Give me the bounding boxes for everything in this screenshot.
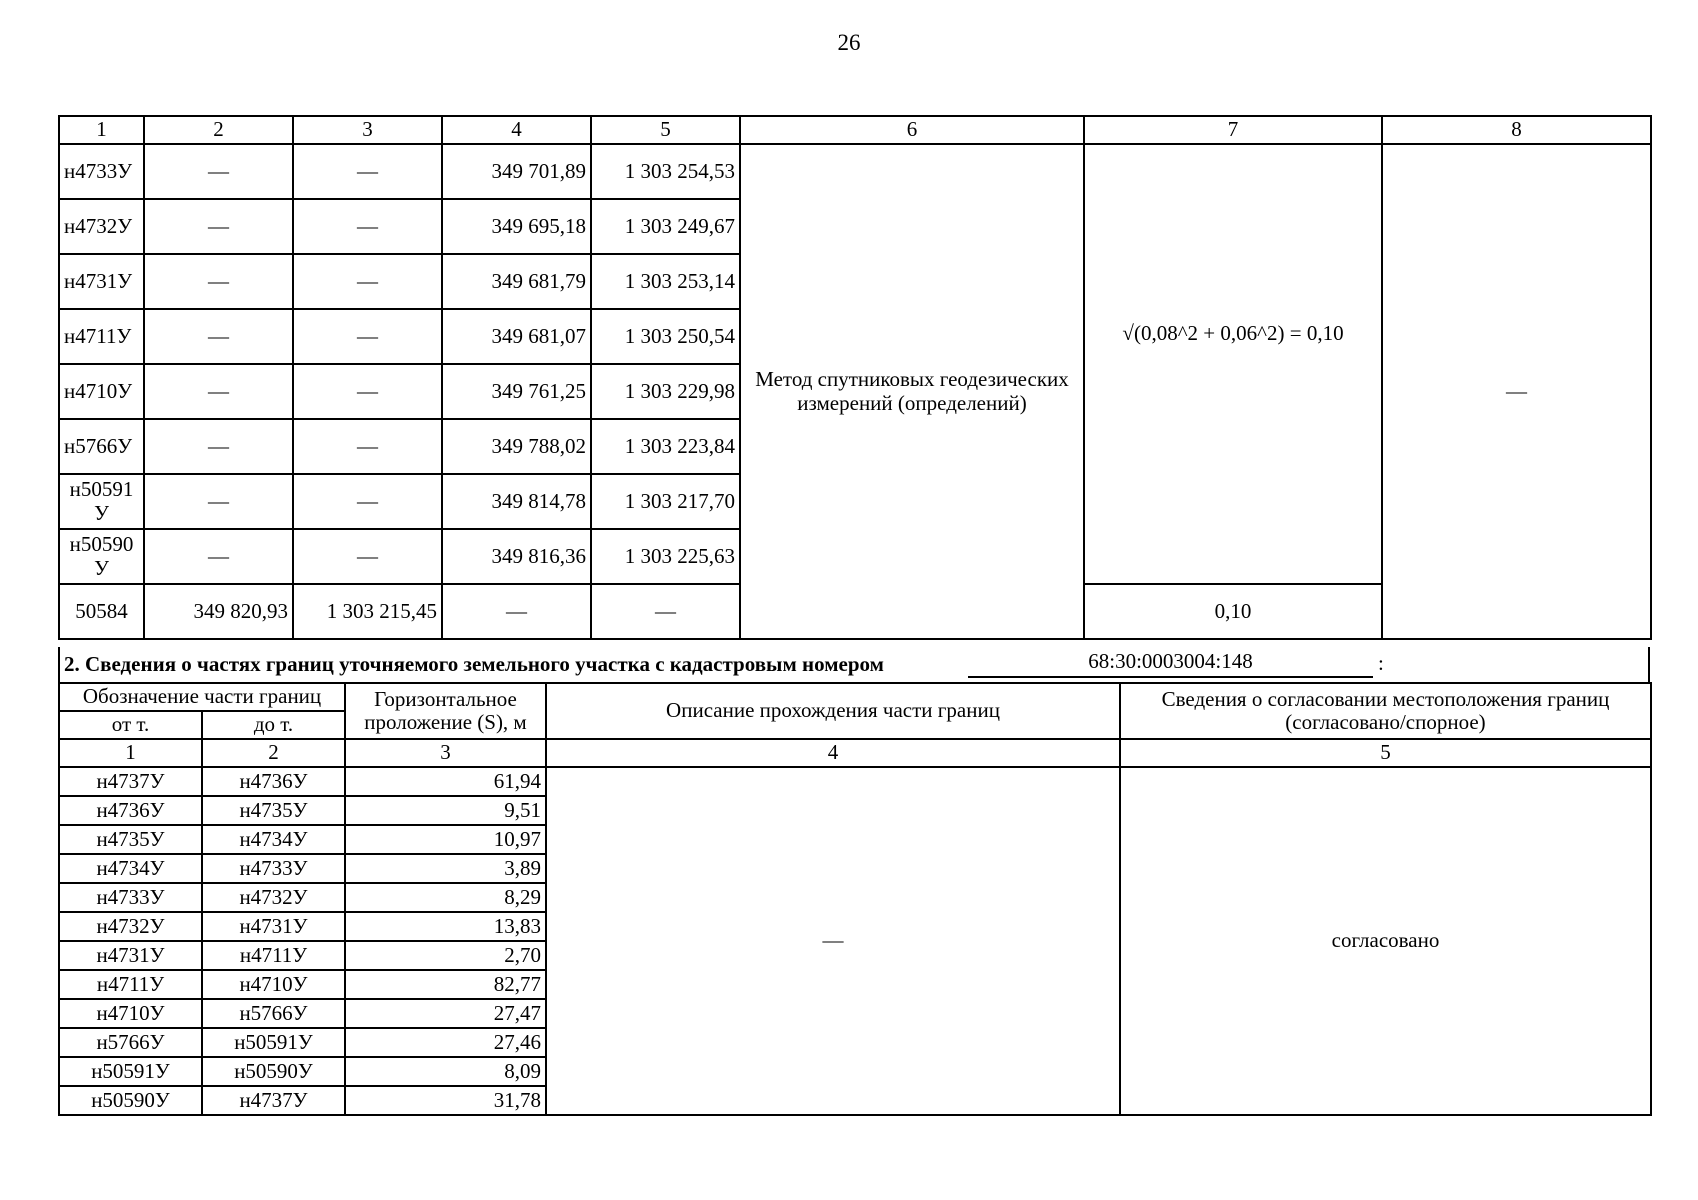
column-number: 3 [293, 116, 442, 144]
column-number: 4 [546, 739, 1120, 767]
coordinate-cell: 1 303 249,67 [591, 199, 740, 254]
point-id: н5766У [59, 419, 144, 474]
from-point: н4737У [59, 767, 202, 796]
description-cell: — [546, 767, 1120, 1115]
column-number: 1 [59, 739, 202, 767]
coordinate-cell: 349 814,78 [442, 474, 591, 529]
point-id: н4710У [59, 364, 144, 419]
coordinate-cell: — [293, 144, 442, 199]
to-point: н4733У [202, 854, 345, 883]
distance-value: 82,77 [345, 970, 546, 999]
coordinate-cell: — [293, 474, 442, 529]
from-point: н4734У [59, 854, 202, 883]
column-number: 4 [442, 116, 591, 144]
coordinate-cell: 1 303 254,53 [591, 144, 740, 199]
coordinate-cell: 1 303 225,63 [591, 529, 740, 584]
column-number: 6 [740, 116, 1084, 144]
page-number: 26 [837, 30, 861, 55]
point-id: н4711У [59, 309, 144, 364]
distance-header: Горизонтальное проложение (S), м [345, 683, 546, 739]
point-id: н4733У [59, 144, 144, 199]
distance-value: 3,89 [345, 854, 546, 883]
section-2-heading [58, 647, 1650, 682]
from-point: н4735У [59, 825, 202, 854]
to-point: н4731У [202, 912, 345, 941]
to-point: н4737У [202, 1086, 345, 1115]
coordinate-cell: — [144, 309, 293, 364]
column-number: 2 [144, 116, 293, 144]
coordinate-cell: — [144, 144, 293, 199]
column-number: 1 [59, 116, 144, 144]
distance-value: 10,97 [345, 825, 546, 854]
from-point: н4731У [59, 941, 202, 970]
from-point: н50591У [59, 1057, 202, 1086]
to-point: н4734У [202, 825, 345, 854]
from-header: от т. [59, 711, 202, 739]
from-point: н4711У [59, 970, 202, 999]
distance-value: 61,94 [345, 767, 546, 796]
distance-value: 2,70 [345, 941, 546, 970]
boundary-numbers-row [59, 739, 1651, 767]
coordinate-cell: 349 695,18 [442, 199, 591, 254]
to-header: до т. [202, 711, 345, 739]
distance-value: 8,09 [345, 1057, 546, 1086]
cadastral-number: 68:30:0003004:148 [968, 649, 1373, 678]
point-id: н50591 У [59, 474, 144, 529]
column-number: 5 [591, 116, 740, 144]
to-point: н4711У [202, 941, 345, 970]
coordinate-cell: — [293, 364, 442, 419]
column-number: 7 [1084, 116, 1382, 144]
to-point: н4710У [202, 970, 345, 999]
coordinate-cell: 1 303 217,70 [591, 474, 740, 529]
coordinate-cell: 1 303 229,98 [591, 364, 740, 419]
section-2-colon: : [1378, 651, 1384, 675]
boundary-header-row [59, 683, 1651, 711]
boundary-row [59, 767, 1651, 796]
coordinate-cell: — [293, 419, 442, 474]
to-point: н4732У [202, 883, 345, 912]
coordinate-cell: — [293, 309, 442, 364]
coordinate-cell: 349 681,07 [442, 309, 591, 364]
coordinate-cell: 349 681,79 [442, 254, 591, 309]
coordinate-cell: 349 820,93 [144, 584, 293, 639]
coordinate-cell: — [293, 199, 442, 254]
distance-value: 9,51 [345, 796, 546, 825]
coordinate-cell: 349 816,36 [442, 529, 591, 584]
distance-value: 8,29 [345, 883, 546, 912]
coordinate-cell: 349 701,89 [442, 144, 591, 199]
coordinate-cell: — [144, 419, 293, 474]
distance-value: 27,46 [345, 1028, 546, 1057]
coordinate-cell: — [442, 584, 591, 639]
section-2-title: 2. Сведения о частях границ уточняемого земельного участка с кадастровым номером [64, 652, 884, 676]
column-number: 5 [1120, 739, 1651, 767]
coordinate-cell: 1 303 223,84 [591, 419, 740, 474]
designation-header: Обозначение части границ [59, 683, 345, 711]
to-point: н4735У [202, 796, 345, 825]
coordinate-cell: — [144, 364, 293, 419]
from-point: н5766У [59, 1028, 202, 1057]
point-id: н50590 У [59, 529, 144, 584]
coordinate-cell: — [293, 254, 442, 309]
coordinate-cell: — [144, 474, 293, 529]
coordinate-cell: — [144, 199, 293, 254]
coordinate-cell: — [591, 584, 740, 639]
column-number: 8 [1382, 116, 1651, 144]
coordinates-row [59, 144, 1651, 199]
to-point: н50590У [202, 1057, 345, 1086]
from-point: н4736У [59, 796, 202, 825]
from-point: н4732У [59, 912, 202, 941]
point-id: н4732У [59, 199, 144, 254]
accuracy-formula-cell: √(0,08^2 + 0,06^2) = 0,10 [1084, 144, 1382, 584]
point-id: н4731У [59, 254, 144, 309]
to-point: н5766У [202, 999, 345, 1028]
coordinate-cell: 1 303 215,45 [293, 584, 442, 639]
from-point: н4733У [59, 883, 202, 912]
boundary-parts-table [58, 682, 1652, 1116]
description-header: Описание прохождения части границ [546, 683, 1120, 739]
coordinate-cell: — [293, 529, 442, 584]
coordinate-cell: 1 303 253,14 [591, 254, 740, 309]
distance-value: 31,78 [345, 1086, 546, 1115]
coordinate-cell: 349 761,25 [442, 364, 591, 419]
coordinates-header-row [59, 116, 1651, 144]
distance-value: 13,83 [345, 912, 546, 941]
from-point: н50590У [59, 1086, 202, 1115]
agreement-header: Сведения о согласовании местоположения границ (согласовано/спорное) [1120, 683, 1651, 739]
column-number: 2 [202, 739, 345, 767]
distance-value: 27,47 [345, 999, 546, 1028]
to-point: н50591У [202, 1028, 345, 1057]
method-cell: Метод спутниковых геодезических измерений (определений) [740, 144, 1084, 639]
coordinates-table [58, 115, 1652, 640]
to-point: н4736У [202, 767, 345, 796]
point-id: 50584 [59, 584, 144, 639]
agreement-cell: согласовано [1120, 767, 1651, 1115]
coordinate-cell: 349 788,02 [442, 419, 591, 474]
from-point: н4710У [59, 999, 202, 1028]
coordinate-cell: — [144, 254, 293, 309]
coordinate-cell: — [144, 529, 293, 584]
column-8-cell: — [1382, 144, 1651, 639]
coordinate-cell: 1 303 250,54 [591, 309, 740, 364]
column-number: 3 [345, 739, 546, 767]
accuracy-cell: 0,10 [1084, 584, 1382, 639]
